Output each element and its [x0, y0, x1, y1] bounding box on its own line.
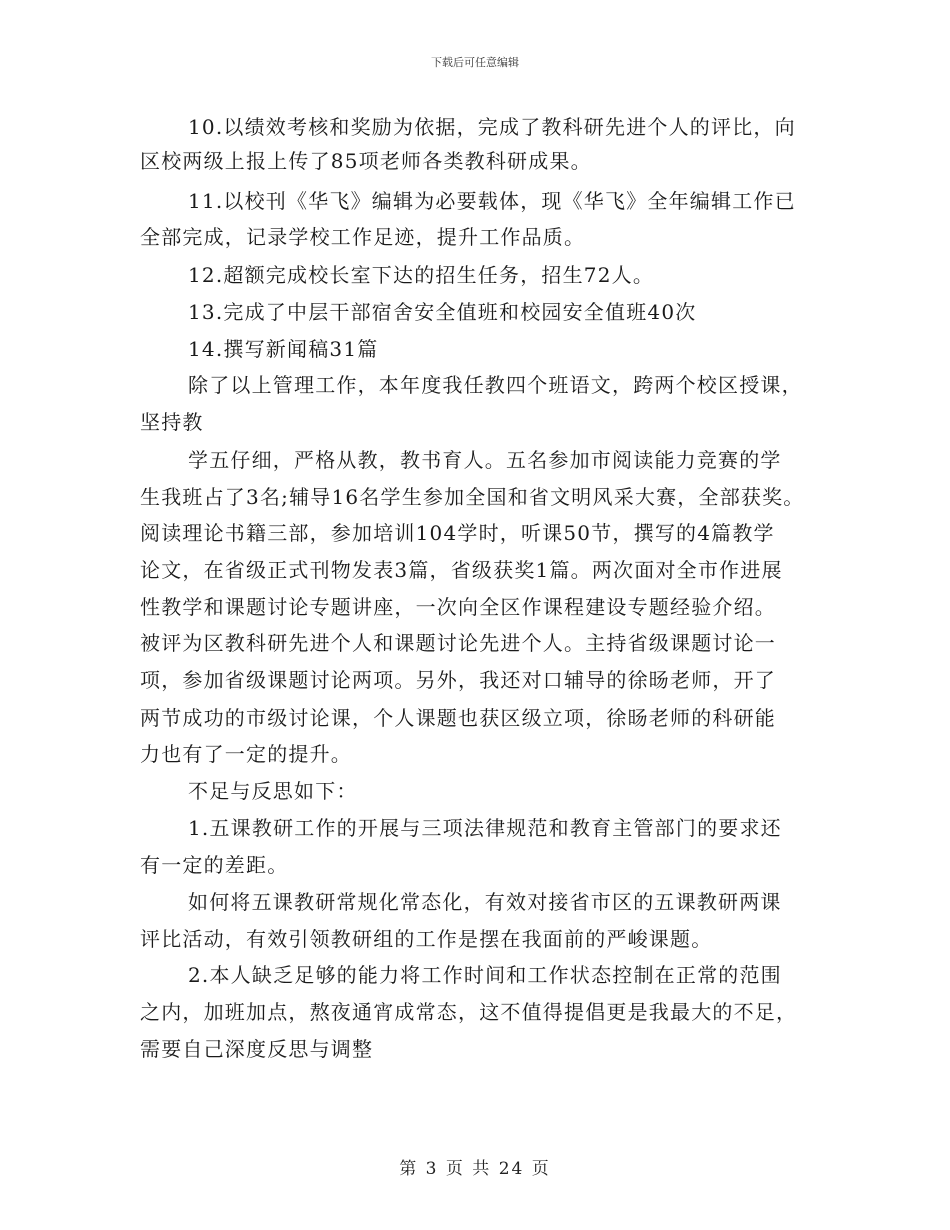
text-line: 11.以校刊《华飞》编辑为必要载体，现《华飞》全年编辑工作已	[188, 189, 796, 213]
text-line: 被评为区教科研先进个人和课题讨论先进个人。主持省级课题讨论一	[140, 631, 776, 655]
text-line: 需要自己深度反思与调整	[140, 1037, 374, 1061]
text-line: 1.五课教研工作的开展与三项法律规范和教育主管部门的要求还	[188, 816, 782, 840]
text-line: 之内，加班加点，熬夜通宵成常态，这不值得提倡更是我最大的不足，	[140, 1000, 798, 1024]
page-footer: 第 3 页 共 24 页	[399, 1159, 551, 1179]
text-line: 性教学和课题讨论专题讲座，一次向全区作课程建设专题经验介绍。	[140, 595, 776, 619]
page-header: 下载后可任意编辑	[431, 56, 519, 69]
text-line: 12.超额完成校长室下达的招生任务，招生72人。	[188, 263, 655, 287]
text-line: 全部完成，记录学校工作足迹，提升工作品质。	[140, 225, 586, 249]
text-line: 如何将五课教研常规化常态化，有效对接省市区的五课教研两课	[188, 890, 782, 914]
text-line: 除了以上管理工作，本年度我任教四个班语文，跨两个校区授课，	[188, 373, 803, 397]
text-line: 有一定的差距。	[140, 853, 289, 877]
text-line: 不足与反思如下：	[188, 779, 358, 803]
text-line: 阅读理论书籍三部，参加培训104学时，听课50节，撰写的4篇教学	[140, 521, 775, 545]
text-line: 10.以绩效考核和奖励为依据，完成了教科研先进个人的评比，向	[188, 115, 796, 139]
text-line: 力也有了一定的提升。	[140, 742, 352, 766]
text-line: 学五仔细，严格从教，教书育人。五名参加市阅读能力竞赛的学	[188, 448, 782, 472]
text-line: 坚持教	[140, 410, 204, 434]
text-line: 13.完成了中层干部宿舍安全值班和校园安全值班40次	[188, 300, 697, 324]
text-line: 项，参加省级课题讨论两项。另外，我还对口辅导的徐旸老师，开了	[140, 668, 776, 692]
text-line: 2.本人缺乏足够的能力将工作时间和工作状态控制在正常的范围	[188, 963, 782, 987]
text-line: 区校两级上报上传了85项老师各类教科研成果。	[140, 149, 592, 173]
text-line: 评比活动，有效引领教研组的工作是摆在我面前的严峻课题。	[140, 927, 713, 951]
text-line: 生我班占了3名;辅导16名学生参加全国和省文明风采大赛，全部获奖。	[140, 485, 805, 509]
text-line: 14.撰写新闻稿31篇	[188, 337, 379, 361]
text-line: 论文，在省级正式刊物发表3篇，省级获奖1篇。两次面对全市作进展	[140, 558, 783, 582]
text-line: 两节成功的市级讨论课，个人课题也获区级立项，徐旸老师的科研能	[140, 706, 776, 730]
